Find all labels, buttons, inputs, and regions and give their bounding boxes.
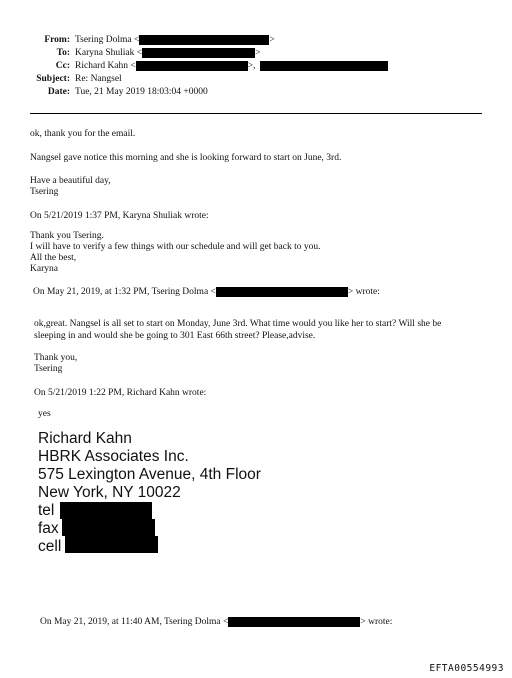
quote-header-text: On May 21, 2019, at 11:40 AM, Tsering Dolma < — [40, 617, 229, 627]
quote-line: sleeping in and would she be going to 301 East 66th street? Please,advise. — [34, 331, 316, 341]
quote-header-suffix: > wrote: — [360, 617, 393, 627]
quote-line: Tsering — [34, 364, 63, 374]
redacted-email — [228, 617, 360, 627]
signature-cell-label: cell — [38, 538, 62, 555]
cc-sep: >, — [247, 61, 256, 71]
quote-line: yes — [38, 409, 51, 419]
quote-line: Thank you, — [34, 353, 78, 363]
cc-name: Richard Kahn < — [75, 61, 136, 71]
to-name: Karyna Shuliak < — [75, 48, 143, 58]
quote-line: ok,great. Nangsel is all set to start on Monday, June 3rd. What time would you like her to start? Will she be — [34, 319, 442, 329]
body-line: Have a beautiful day, — [30, 176, 111, 186]
quote-line: Thank you Tsering. — [30, 231, 104, 241]
from-label: From: — [44, 35, 70, 45]
redacted-phone — [65, 536, 158, 553]
signature-address: New York, NY 10022 — [38, 484, 181, 501]
body-line: ok, thank you for the email. — [30, 129, 136, 139]
subject-value: Re: Nangsel — [75, 74, 122, 84]
quote-header: On 5/21/2019 1:22 PM, Richard Kahn wrote: — [34, 388, 207, 398]
quote-header — [40, 616, 392, 628]
quote-header-text: On May 21, 2019, at 1:32 PM, Tsering Dolma < — [33, 287, 216, 297]
quote-line: I will have to verify a few things with our schedule and will get back to you. — [30, 242, 321, 252]
redacted-phone — [62, 519, 155, 536]
signature-tel-label: tel — [38, 502, 55, 519]
quote-header — [33, 286, 380, 298]
redacted-email — [216, 287, 348, 297]
signature-fax-label: fax — [38, 520, 59, 537]
from-name: Tsering Dolma < — [75, 35, 140, 45]
header-divider — [30, 113, 482, 114]
to-label: To: — [56, 48, 70, 58]
cc-label: Cc: — [55, 61, 70, 71]
from-value — [75, 34, 275, 46]
body-line: Tsering — [30, 187, 59, 197]
cc-value — [75, 60, 388, 72]
signature-address: 575 Lexington Avenue, 4th Floor — [38, 466, 261, 483]
date-label: Date: — [47, 87, 70, 97]
quote-header: On 5/21/2019 1:37 PM, Karyna Shuliak wrote: — [30, 211, 209, 221]
to-value — [75, 47, 260, 59]
signature-company: HBRK Associates Inc. — [38, 448, 189, 465]
to-close: > — [255, 48, 261, 58]
quote-line: Karyna — [30, 264, 58, 274]
signature-name: Richard Kahn — [38, 430, 132, 447]
redacted-email — [260, 61, 388, 71]
from-close: > — [269, 35, 275, 45]
subject-label: Subject: — [36, 74, 70, 84]
quote-line: All the best, — [30, 253, 77, 263]
redacted-email — [139, 35, 269, 45]
quote-header-suffix: > wrote: — [347, 287, 380, 297]
date-value: Tue, 21 May 2019 18:03:04 +0000 — [75, 87, 208, 97]
document-id: EFTA00554993 — [429, 663, 504, 674]
redacted-email — [142, 48, 255, 58]
redacted-phone — [60, 502, 152, 519]
redacted-email — [136, 61, 248, 71]
body-line: Nangsel gave notice this morning and she is looking forward to start on June, 3rd. — [30, 153, 342, 163]
